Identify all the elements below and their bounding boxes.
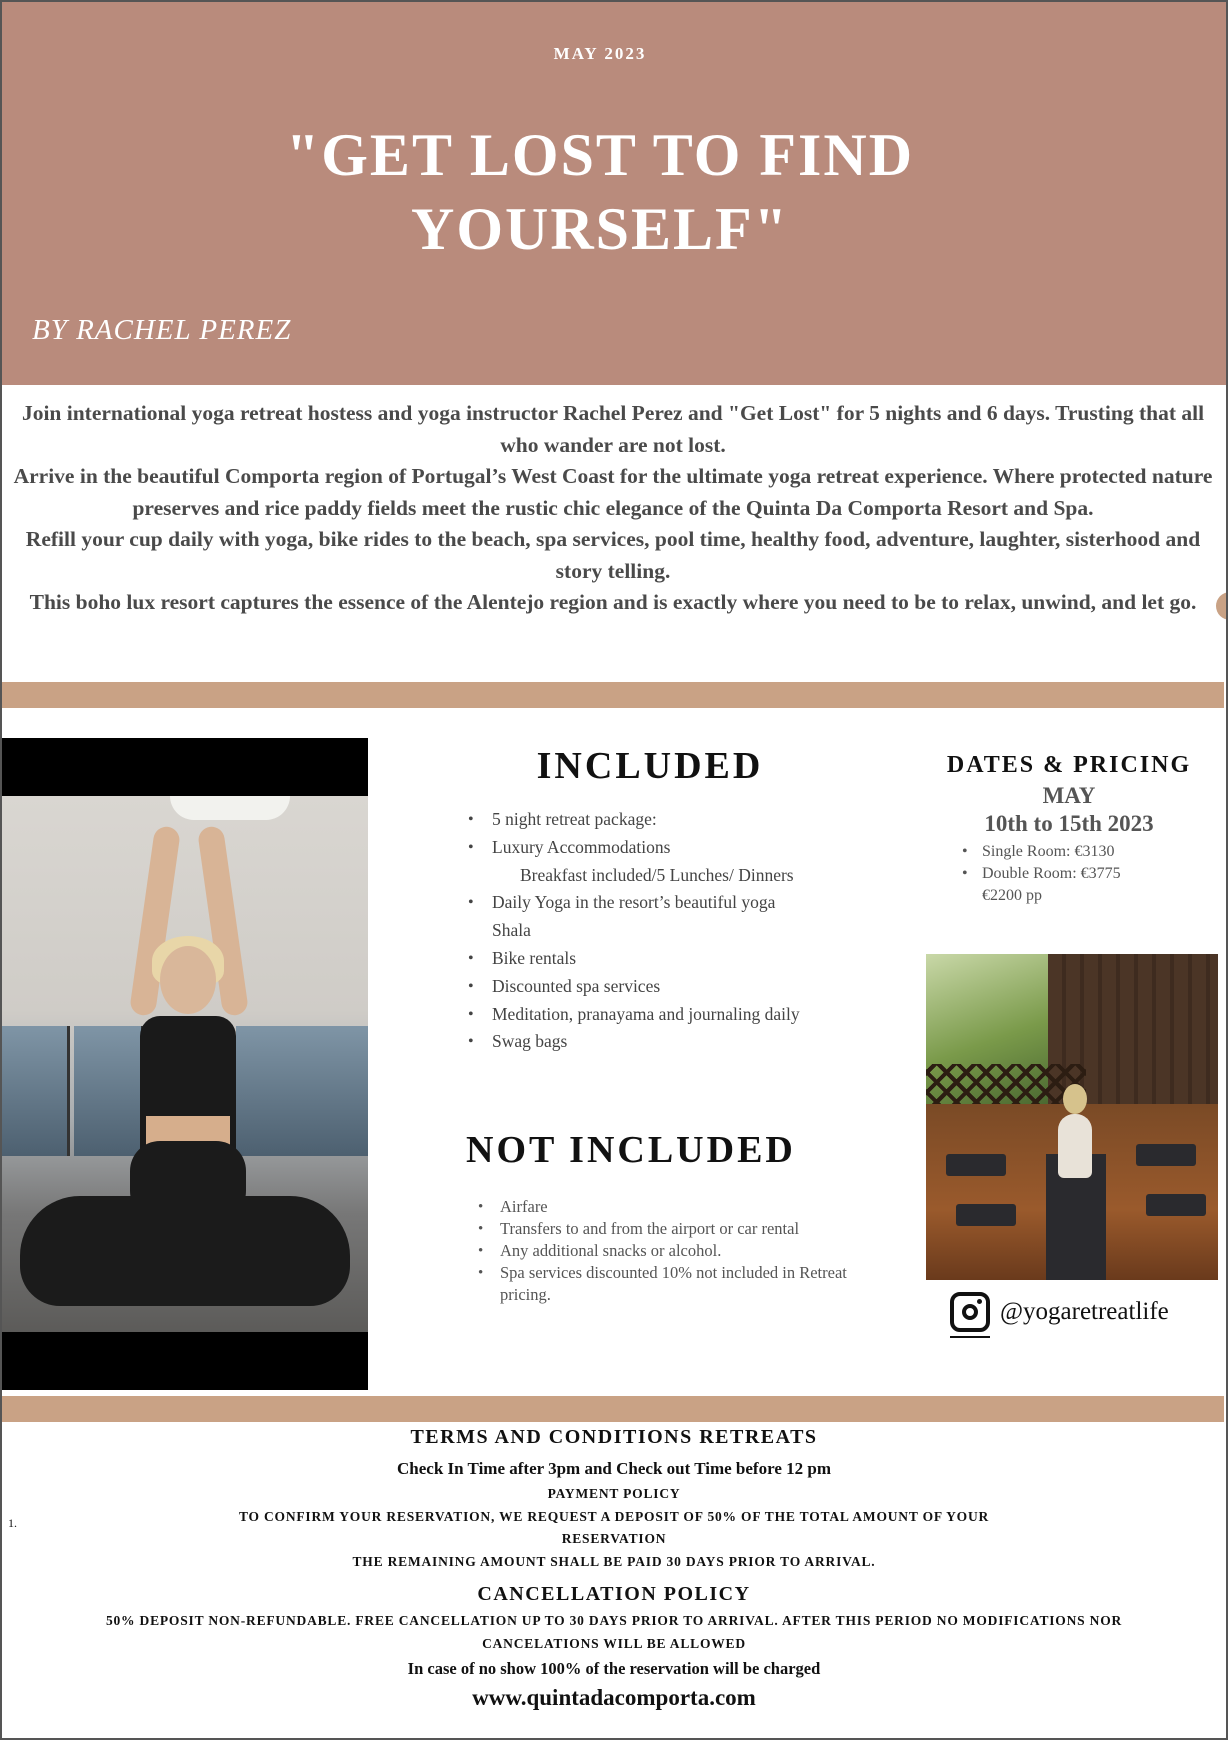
not-included-section: [466, 1128, 886, 1306]
retreat-date-range: 10th to 15th 2023: [984, 811, 1154, 836]
title-line-1: "GET LOST TO FIND: [285, 122, 915, 188]
list-number: 1.: [8, 1516, 17, 1530]
window-pane: [302, 1026, 368, 1156]
checkin-times: Check In Time after 3pm and Check out Time before 12 pm: [397, 1459, 831, 1478]
list-item: • Daily Yoga in the resort’s beautiful yoga: [460, 889, 880, 917]
website-link[interactable]: www.quintadacomporta.com: [472, 1685, 756, 1710]
intro-text: [0, 398, 1226, 619]
list-item: • Airfare: [474, 1196, 886, 1218]
issue-date: MAY 2023: [553, 44, 647, 63]
list-item: • Bike rentals: [460, 945, 880, 973]
price-per-person: €2200 pp: [982, 887, 1042, 904]
included-list: [460, 806, 880, 1056]
divider-band: [0, 682, 1224, 708]
list-item: • 5 night retreat package:: [460, 806, 880, 834]
photo-scene: [0, 796, 368, 1332]
dates-heading: DATES & PRICING: [946, 752, 1192, 778]
included-heading: INCLUDED: [536, 745, 764, 787]
remaining-payment: THE REMAINING AMOUNT SHALL BE PAID 30 DAYS PRIOR TO ARRIVAL.: [352, 1553, 876, 1569]
intro-paragraph: Arrive in the beautiful Comporta region of Portugal’s West Coast for the ultimate yoga retreat experience. Where protected nature preserves and rice paddy fields meet the rustic chic elegance of the Quinta Da Comporta Resort and Spa.: [13, 464, 1213, 520]
figure-legs: [20, 1196, 350, 1306]
intro-paragraph: Join international yoga retreat hostess and yoga instructor Rachel Perez and "Get Lost" for 5 nights and 6 days. Trusting that all who wander are not lost.: [21, 401, 1205, 457]
list-item: Breakfast included/5 Lunches/ Dinners: [520, 864, 794, 885]
cancellation-heading: CANCELLATION POLICY: [477, 1583, 751, 1605]
figure-head: [160, 946, 216, 1014]
intro-paragraph: Refill your cup daily with yoga, bike rides to the beach, spa services, pool time, healthy food, adventure, laughter, sisterhood and story telling.: [25, 527, 1201, 583]
yoga-mat: [1136, 1144, 1196, 1166]
yoga-shala-photo: [926, 954, 1218, 1280]
retreat-month: MAY: [1042, 783, 1096, 808]
dates-pricing-section: [924, 752, 1214, 907]
intro-paragraph: This boho lux resort captures the essence of the Alentejo region and is exactly where you need to be to relax, unwind, and let go.: [29, 590, 1197, 614]
icon-underline: [950, 1336, 990, 1338]
not-included-heading: NOT INCLUDED: [466, 1129, 796, 1171]
photo-person-head: [1063, 1084, 1087, 1114]
yoga-mat: [956, 1204, 1016, 1226]
included-section: [460, 744, 880, 1056]
payment-policy-title: PAYMENT POLICY: [547, 1486, 681, 1501]
list-item: • Luxury Accommodations: [460, 834, 880, 862]
list-item: Shala: [492, 920, 531, 941]
yoga-pose-photo: [0, 738, 368, 1390]
instagram-link[interactable]: [950, 1292, 1169, 1332]
list-item: • Meditation, pranayama and journaling daily: [460, 1001, 880, 1029]
price-single-room: • Single Room: €3130: [962, 841, 1214, 863]
cancellation-text: 50% DEPOSIT NON-REFUNDABLE. FREE CANCELLATION UP TO 30 DAYS PRIOR TO ARRIVAL. AFTER THIS PERIOD NO MODIFICATIONS NOR CANCELATIONS WILL BE ALLOWED: [105, 1613, 1123, 1651]
window-pane: [236, 1026, 306, 1156]
list-item: • Swag bags: [460, 1028, 880, 1056]
terms-section: [0, 1426, 1228, 1711]
yoga-mat: [946, 1154, 1006, 1176]
no-show-policy: In case of no show 100% of the reservation will be charged: [407, 1659, 821, 1678]
instagram-handle[interactable]: @yogaretreatlife: [1000, 1298, 1169, 1325]
list-item: • Transfers to and from the airport or car rental: [474, 1218, 886, 1240]
terms-heading: TERMS AND CONDITIONS RETREATS: [410, 1426, 818, 1448]
price-double-room: • Double Room: €3775: [962, 863, 1214, 885]
deposit-policy: TO CONFIRM YOUR RESERVATION, WE REQUEST A DEPOSIT OF 50% OF THE TOTAL AMOUNT OF YOUR RESERVATION: [238, 1508, 990, 1546]
pricing-list: [924, 841, 1214, 907]
yoga-mat: [1146, 1194, 1206, 1216]
window-pane: [74, 1026, 144, 1156]
byline: BY RACHEL PEREZ: [32, 314, 292, 346]
list-item: • Discounted spa services: [460, 973, 880, 1001]
divider-band: [0, 1396, 1224, 1422]
window-pane: [0, 1026, 70, 1156]
instagram-icon: [950, 1292, 990, 1332]
list-item: • Spa services discounted 10% not included in Retreat pricing.: [474, 1262, 886, 1306]
title-line-2: YOURSELF": [410, 196, 790, 262]
page-title: [0, 118, 1200, 266]
photo-person: [1058, 1114, 1092, 1178]
ceiling-light: [170, 796, 290, 820]
list-item: • Any additional snacks or alcohol.: [474, 1240, 886, 1262]
not-included-list: [466, 1196, 886, 1306]
header-banner: [0, 0, 1226, 385]
